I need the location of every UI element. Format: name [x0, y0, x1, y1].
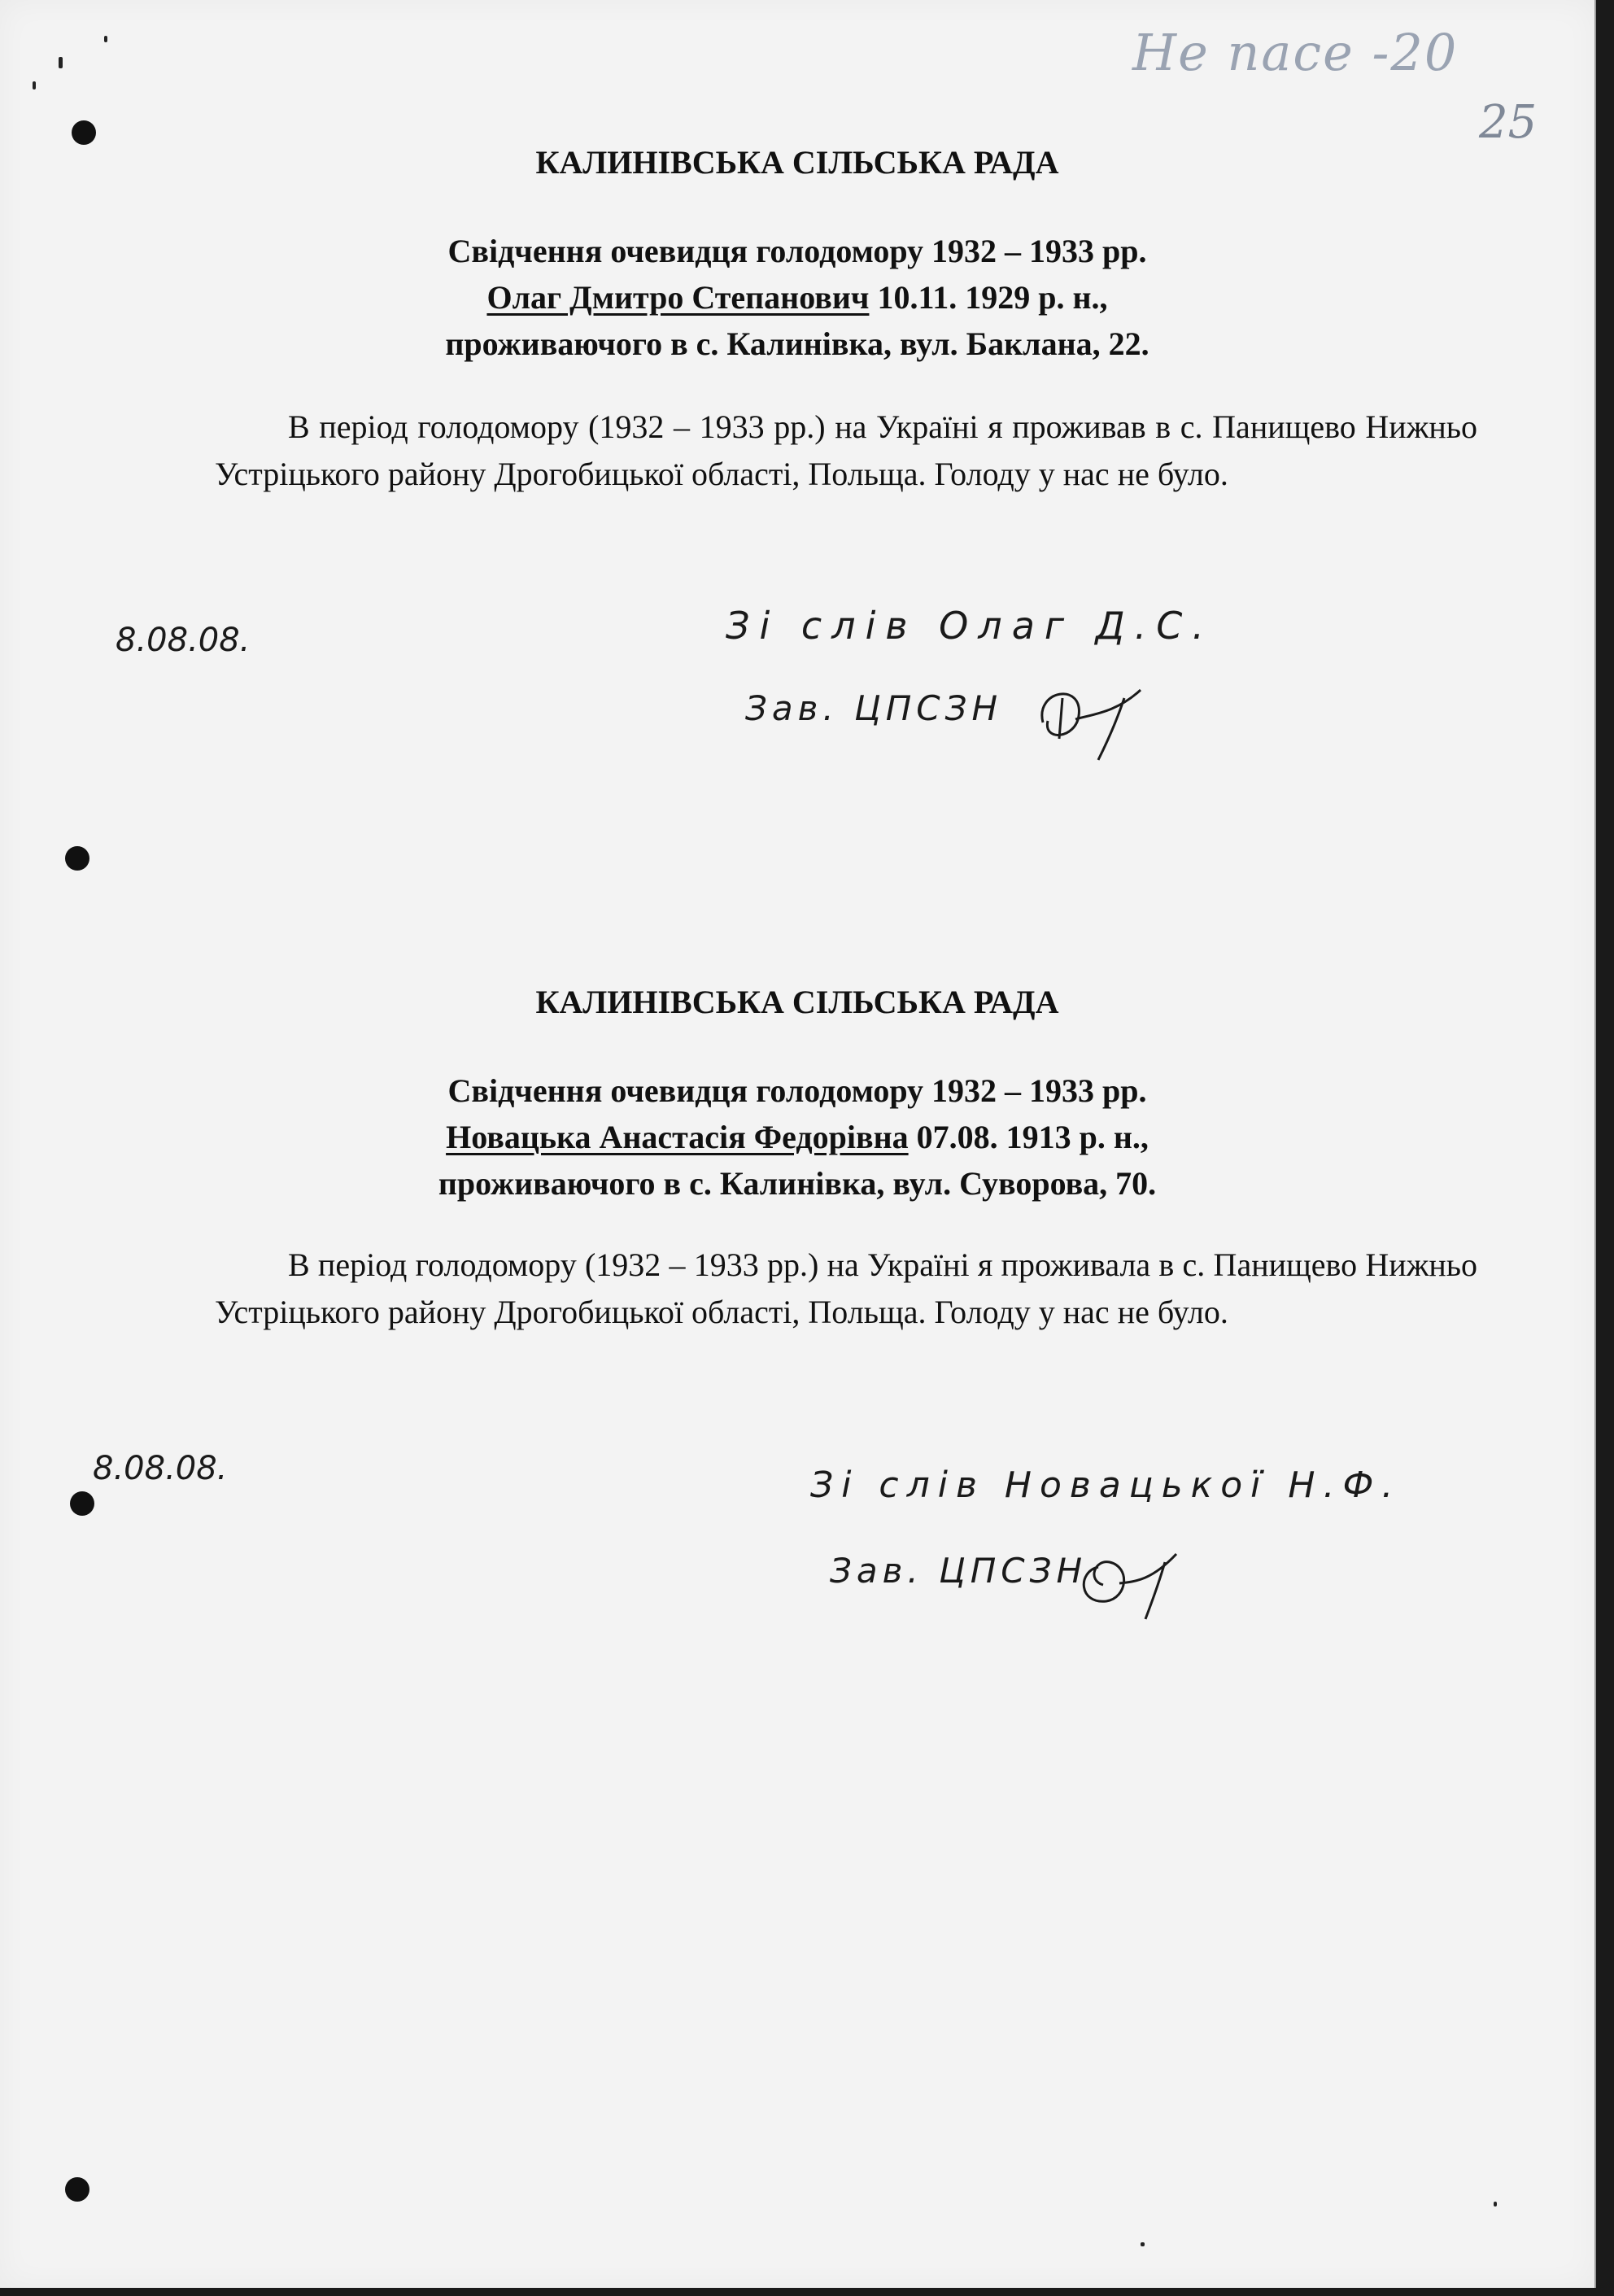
witness-line	[0, 1114, 1594, 1160]
scan-speck	[1141, 2242, 1145, 2246]
punch-hole	[65, 846, 89, 871]
witness-residence: проживаючого в с. Калинівка, вул. Баклана, 22.	[445, 325, 1149, 362]
scan-speck	[33, 81, 36, 89]
witness-line	[0, 274, 1594, 321]
archive-note: Не пасе -20	[1132, 23, 1459, 82]
testimony-statement: В період голодомору (1932 – 1933 рр.) на Україні я проживала в с. Панищево Нижньо Устріцького району Дрогобицької області, Польща. Голоду у нас не було.	[215, 1246, 1477, 1330]
testimony-header	[0, 1067, 1594, 1207]
testimony-title: Свідчення очевидця голодомору 1932 – 1933 рр.	[447, 1072, 1147, 1109]
testimony-header	[0, 228, 1594, 367]
scan-speck	[59, 57, 63, 68]
council-heading: КАЛИНІВСЬКА СІЛЬСЬКА РАДА	[535, 984, 1059, 1020]
punch-hole	[72, 120, 96, 145]
handwritten-recorded-by: Зі слів Новацької Н.Ф.	[810, 1464, 1402, 1506]
witness-name: Новацька Анастасія Федорівна	[446, 1119, 909, 1155]
council-heading: КАЛИНІВСЬКА СІЛЬСЬКА РАДА	[535, 144, 1059, 181]
signature	[1027, 674, 1157, 763]
witness-birth: 10.11. 1929 р. н.,	[869, 279, 1108, 316]
witness-birth: 07.08. 1913 р. н.,	[908, 1119, 1149, 1155]
witness-residence: проживаючого в с. Калинівка, вул. Суворова, 70.	[438, 1165, 1157, 1202]
handwritten-official: Зав. ЦПСЗН	[830, 1551, 1088, 1591]
handwritten-recorded-by: Зі слів Олаг Д.С.	[726, 604, 1214, 648]
handwritten-official: Зав. ЦПСЗН	[745, 688, 1003, 728]
handwritten-date: 8.08.08.	[116, 622, 251, 659]
signature	[1071, 1534, 1201, 1624]
witness-name: Олаг Дмитро Степанович	[486, 279, 870, 316]
handwritten-date: 8.08.08.	[93, 1450, 228, 1487]
sheet-number: 25	[1479, 96, 1538, 149]
punch-hole	[70, 1491, 94, 1516]
scan-speck	[1494, 2202, 1497, 2207]
scan-speck	[104, 36, 107, 42]
punch-hole	[65, 2177, 89, 2202]
testimony-title: Свідчення очевидця голодомору 1932 – 1933 рр.	[447, 233, 1147, 269]
testimony-statement: В період голодомору (1932 – 1933 рр.) на Україні я проживав в с. Панищево Нижньо Устріцького району Дрогобицької області, Польща. Голоду у нас не було.	[215, 408, 1477, 492]
